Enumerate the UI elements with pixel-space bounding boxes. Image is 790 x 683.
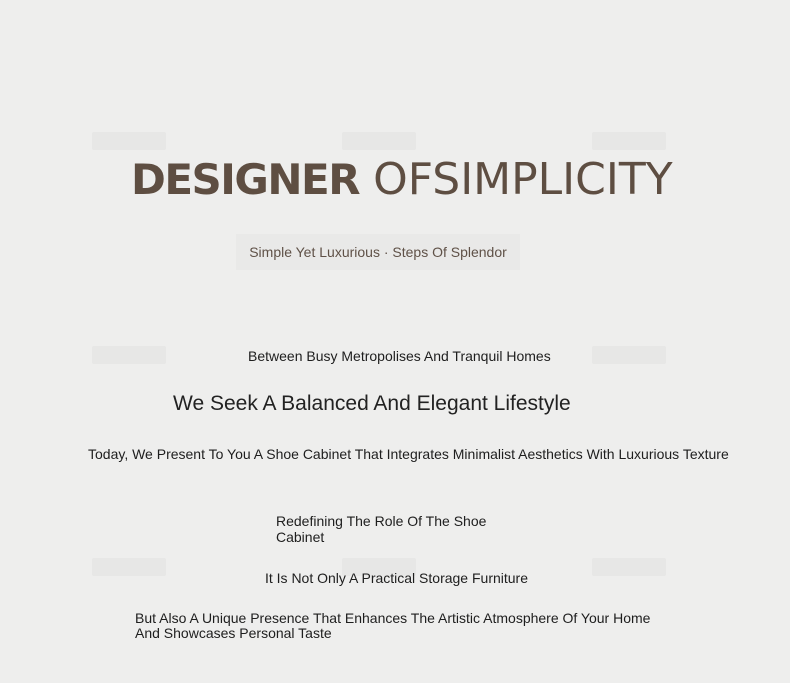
headline <box>131 154 673 206</box>
watermark <box>592 346 666 364</box>
body-heading: We Seek A Balanced And Elegant Lifestyle <box>173 392 571 415</box>
body-line-1: Between Busy Metropolises And Tranquil Homes <box>248 348 551 364</box>
body-line-5: It Is Not Only A Practical Storage Furniture <box>265 570 528 586</box>
body-line-4: Redefining The Role Of The Shoe Cabinet <box>276 513 487 545</box>
watermark <box>92 558 166 576</box>
watermark <box>592 132 666 150</box>
watermark <box>592 558 666 576</box>
body-line-6: But Also A Unique Presence That Enhances The Artistic Atmosphere Of Your Home And Showcases Personal Taste <box>135 610 651 641</box>
subtitle: Simple Yet Luxurious · Steps Of Splendor <box>236 234 520 270</box>
headline-light: OFSIMPLICITY <box>373 154 673 205</box>
watermark <box>92 132 166 150</box>
headline-bold: DESIGNER <box>131 155 360 204</box>
watermark <box>342 132 416 150</box>
body-line-3: Today, We Present To You A Shoe Cabinet That Integrates Minimalist Aesthetics With Luxurious Texture <box>88 446 729 462</box>
watermark <box>92 346 166 364</box>
